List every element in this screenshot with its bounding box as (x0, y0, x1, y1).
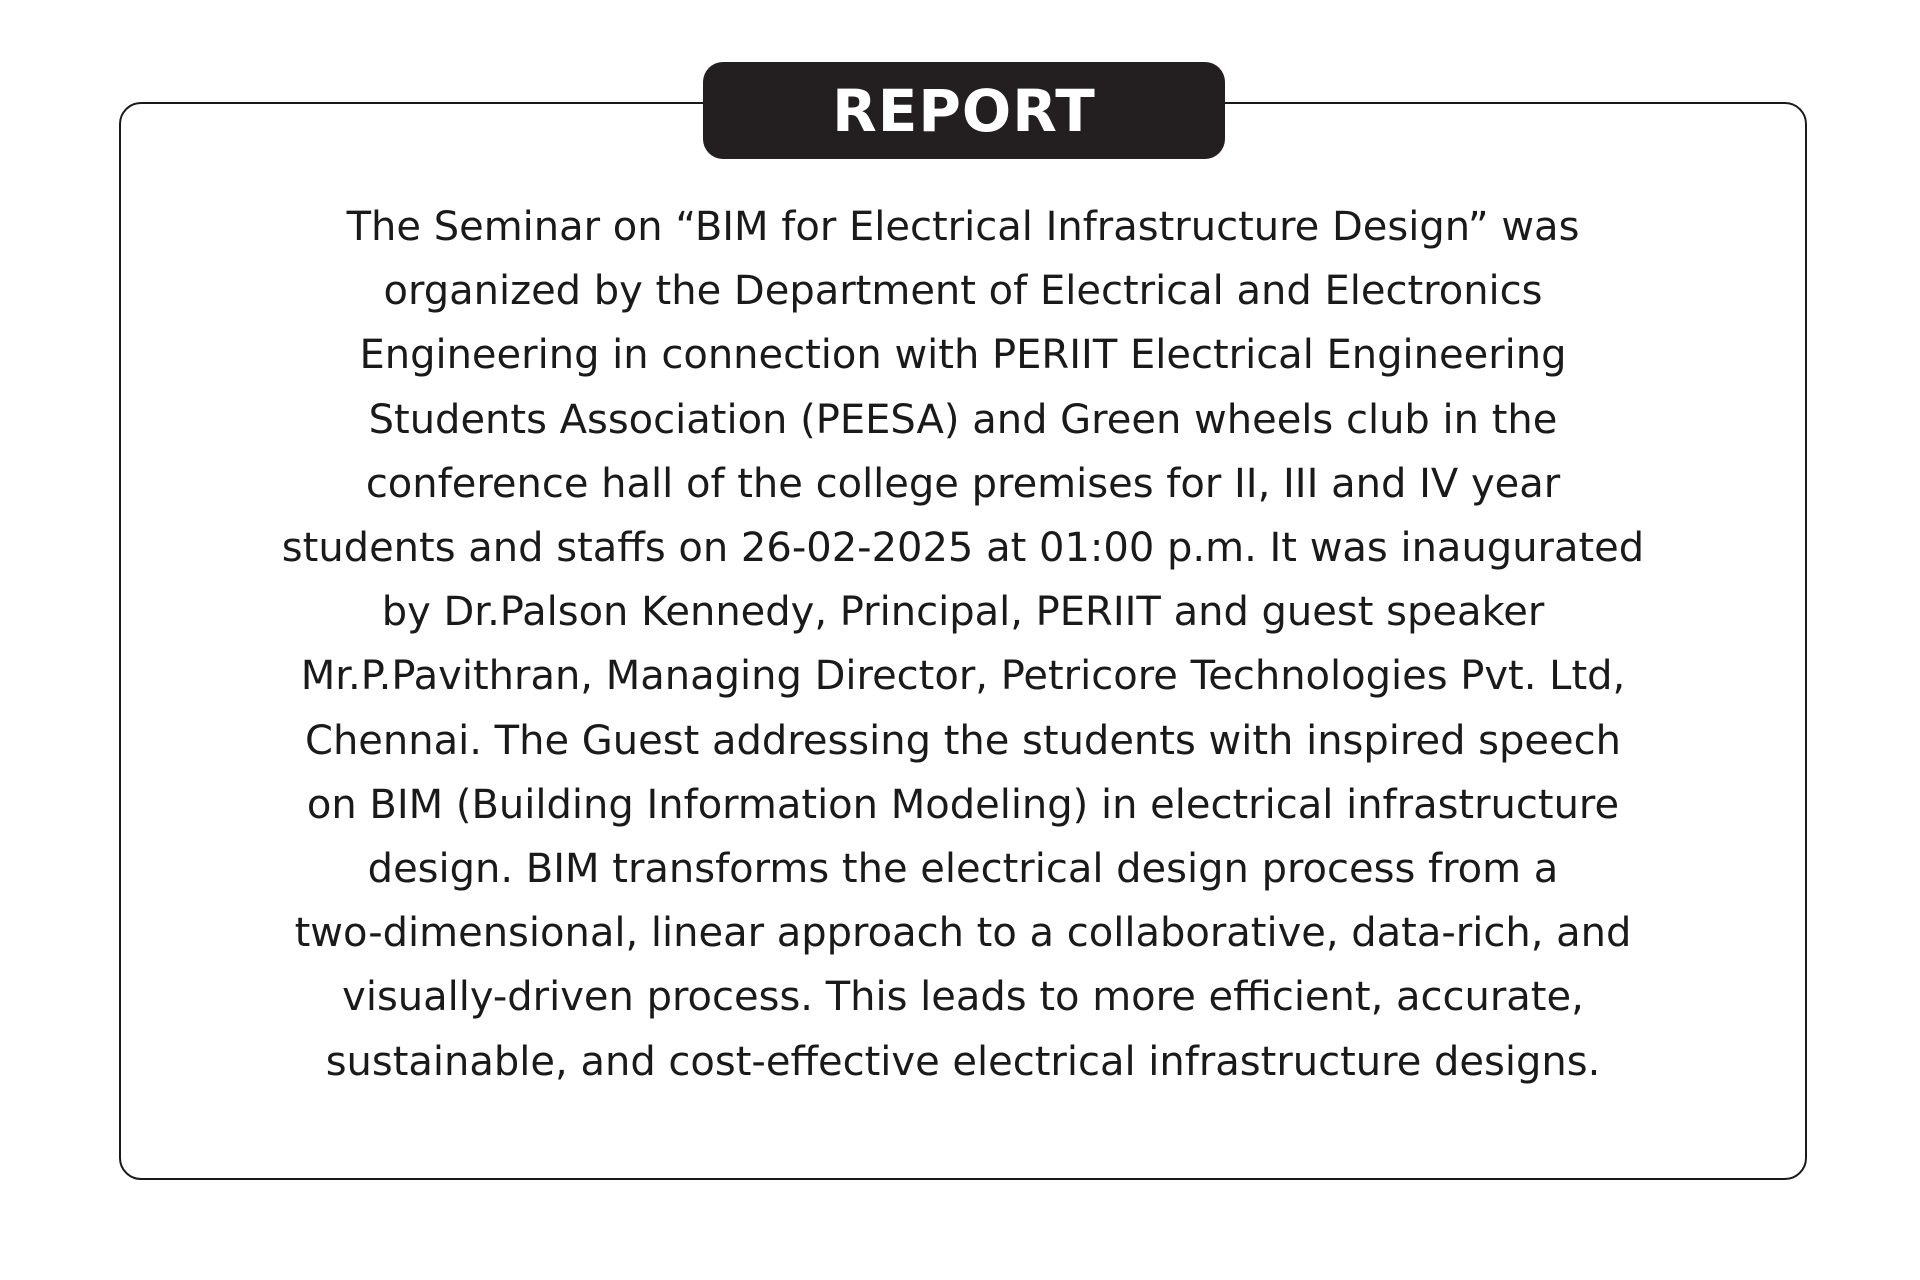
report-body (150, 195, 1776, 1094)
report-line: two-dimensional, linear approach to a collaborative, data-rich, and (294, 910, 1632, 957)
report-line: organized by the Department of Electrical and Electronics (383, 268, 1543, 315)
report-line: students and staffs on 26-02-2025 at 01:00 p.m. It was inaugurated (281, 525, 1645, 572)
report-line: on BIM (Building Information Modeling) in electrical infrastructure (306, 781, 1620, 828)
report-line: by Dr.Palson Kennedy, Principal, PERIIT and guest speaker (381, 589, 1545, 636)
report-line: conference hall of the college premises for II, III and IV year (365, 460, 1561, 507)
report-line: Chennai. The Guest addressing the students with inspired speech (305, 717, 1621, 764)
report-line: Students Association (PEESA) and Green wheels club in the (368, 396, 1558, 443)
report-line: Engineering in connection with PERIIT Electrical Engineering (359, 332, 1567, 379)
report-line: visually-driven process. This leads to more efficient, accurate, (342, 974, 1584, 1021)
report-heading: REPORT (703, 62, 1225, 159)
report-line: Mr.P.Pavithran, Managing Director, Petricore Technologies Pvt. Ltd, (300, 653, 1626, 700)
report-line: sustainable, and cost-effective electrical infrastructure designs. (325, 1038, 1601, 1085)
report-line: design. BIM transforms the electrical design process from a (367, 846, 1559, 893)
report-line: The Seminar on “BIM for Electrical Infrastructure Design” was (346, 204, 1580, 250)
